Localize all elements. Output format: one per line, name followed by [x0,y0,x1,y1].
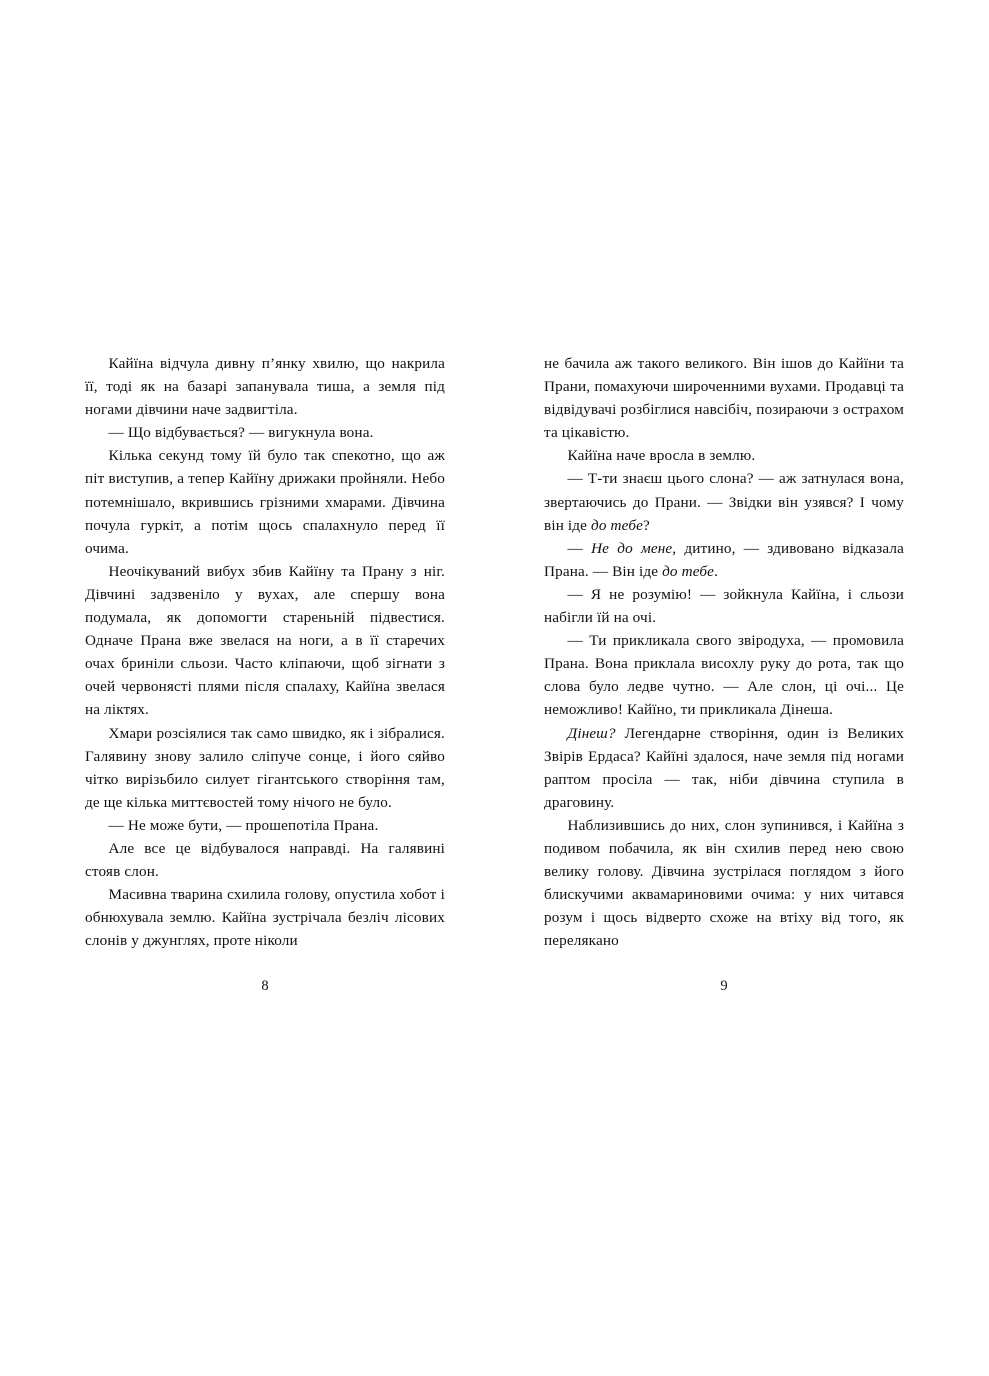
paragraph: не бачила аж такого великого. Він ішов до Кайїни та Прани, помахуючи широченними вухами. Продавці та відвідувачі розбіглися навсібіч, позираючи з острахом та цікавістю. [544,355,904,442]
page-right [544,352,904,995]
page-number-right: 9 [720,978,728,995]
page-left-body [85,352,445,952]
page-left [85,352,445,995]
page-columns [0,352,989,995]
paragraph: Масивна тварина схилила голову, опустила хобот і обнюхувала землю. Кайїна зустрічала безліч лісових слонів у джунглях, проте ніколи [85,886,445,950]
paragraph: — Я не розумію! — зойкнула Кайїна, і сльози набігли їй на очі. [544,585,904,627]
paragraph: — Не може бути, — прошепотіла Прана. [108,816,379,834]
page-right-body [544,352,904,952]
paragraph: Хмари розсіялися так само швидко, як і зібралися. Галявину знову залило сліпуче сонце, і його сяйво чітко вирізьбило силует гігантського створіння там, де ще кілька миттєвостей тому нічого не було. [85,724,445,811]
paragraph: — Ти прикликала свого звіродуха, — промовила Прана. Вона приклала висохлу руку до рота, так що слова було ледве чутно. — Але слон, ці очі... Це неможливо! Кайїно, ти прикликала Дінеша. [544,632,904,719]
paragraph: — Не до мене, дитино, — здивовано відказала Прана. — Він іде до тебе. [544,539,904,580]
page-number-left: 8 [261,978,269,995]
paragraph: Неочікуваний вибух збив Кайїну та Прану з ніг. Дівчині задзвеніло у вухах, але спершу вона подумала, як допомогти стареньній підвестися. Одначе Прана вже звелася на ноги, а в її старечих очах бриніли сльози. Часто кліпаючи, щоб зігнати з очей червонясті плями після спалаху, Кайїна звелася на ліктях. [85,562,445,719]
paragraph: — Т-ти знаєш цього слона? — аж затнулася вона, звертаючись до Прани. — Звідки він узявся? І чому він іде до тебе? [544,470,904,534]
paragraph: Кайїна наче вросла в землю. [567,447,756,465]
paragraph: Кайїна відчула дивну п’янку хвилю, що накрила її, тоді як на базарі запанувала тиша, а земля під ногами дівчини наче задвигтіла. [85,355,445,419]
paragraph: Наблизившись до них, слон зупинився, і Кайїна з подивом побачила, як він схилив перед нею свою велику голову. Дівчина зустрілася поглядом з його блискучими аквамариновими очима: у них читався розум і щось відверто схоже на втіху від того, як перелякано [544,816,904,950]
paragraph: Але все це відбувалося направді. На галявині стояв слон. [85,839,445,881]
paragraph: Кілька секунд тому їй було так спекотно, що аж піт виступив, а тепер Кайїну дрижаки пройняли. Небо потемнішало, вкрившись грізними хмарами. Дівчина почула гуркіт, а потім щось спалахнуло перед її очима. [85,447,445,557]
paragraph: Дінеш? Легендарне створіння, один із Великих Звірів Ердаса? Кайїні здалося, наче земля під ногами раптом просіла — так, ніби дівчина ступила в драговину. [544,724,904,811]
paragraph: — Що відбувається? — вигукнула вона. [108,424,374,442]
